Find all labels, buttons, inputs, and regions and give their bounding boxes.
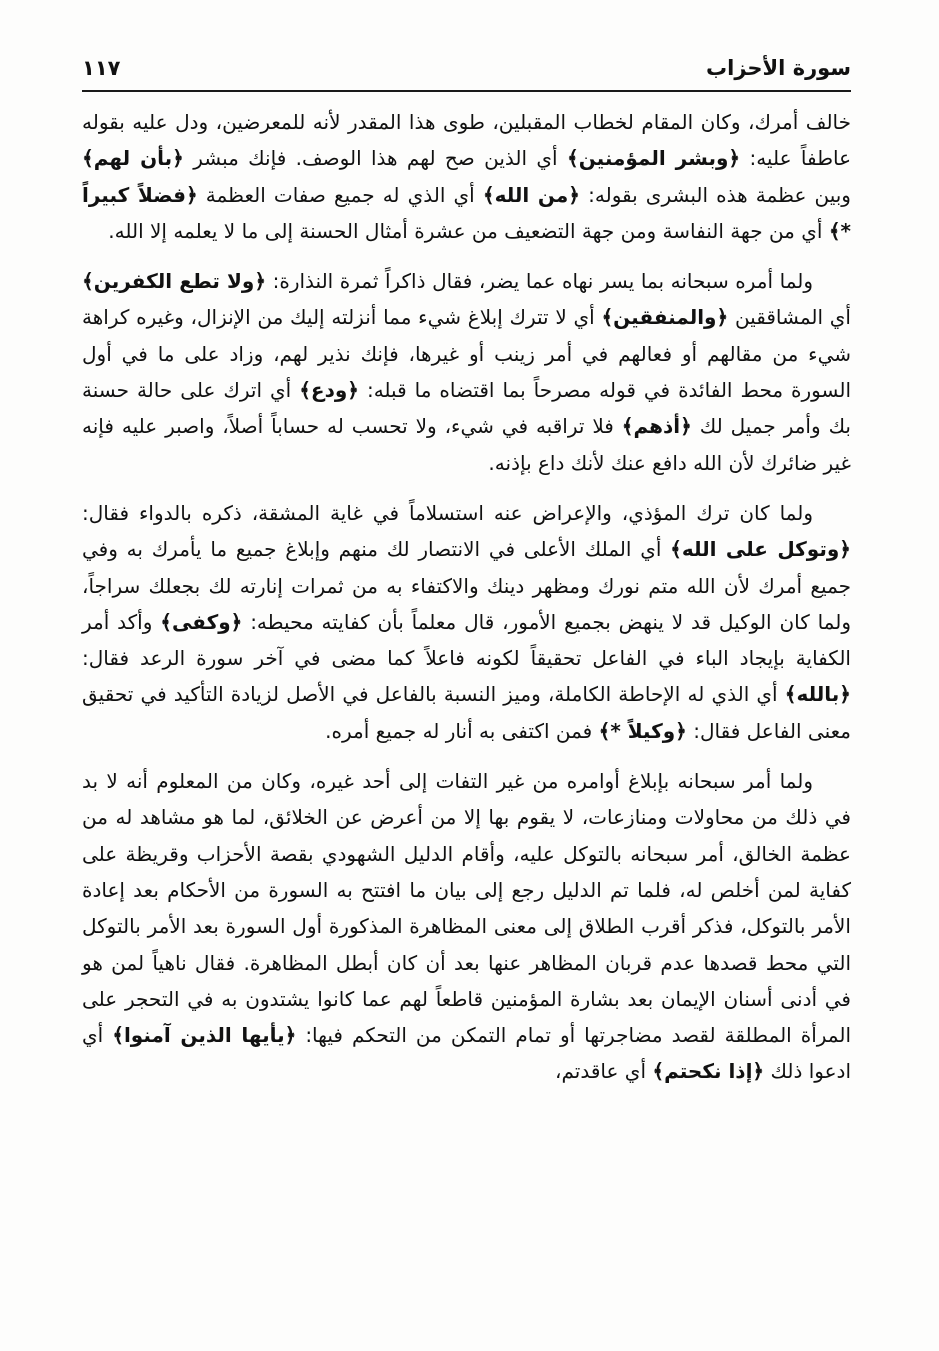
quran-quote: ﴿والمنفقين﴾ <box>601 305 729 330</box>
text-run: أي لا تترك إبلاغ شيء مما أنزلته إليك من الإنزال، وغيره كراهة شيء من مقالهم أو فعالهم في أمر زينب أو غيرها، فإنك نذير لهم، وزاد على ما في أول السورة محط الفائدة في قوله مصرحاً بما اقتضاه ما قبله: <box>82 305 851 403</box>
quran-quote: ﴿ولا تطع الكفرين﴾ <box>82 269 267 294</box>
surah-title: سورة الأحزاب <box>706 56 851 80</box>
quran-quote: ﴿وتوكل على الله﴾ <box>670 537 851 562</box>
text-run: خالف أمرك، وكان المقام لخطاب المقبلين، طوى هذا المقدر لأنه للمعرضين، ودل عليه بقوله عاطفاً عليه: <box>82 110 852 171</box>
quran-quote: ﴿إذا نكحتم﴾ <box>652 1059 765 1084</box>
text-run: أي ادعوا ذلك <box>82 1023 851 1084</box>
quran-quote: ﴿من الله﴾ <box>482 182 581 207</box>
paragraph <box>82 495 851 749</box>
quran-quote: ﴿أذهم﴾ <box>621 414 692 439</box>
quran-quote: ﴿بالله﴾ <box>784 682 851 707</box>
header-rule <box>82 90 851 92</box>
text-run: أي المشاققين <box>728 305 851 330</box>
text-run: أي من جهة النفاسة ومن جهة التضعيف من عشرة أمثال الحسنة إلى ما لا يعلمه إلا الله. <box>108 218 829 243</box>
quran-quote: ﴿بأن لهم﴾ <box>82 146 184 171</box>
text-run: ولما كان ترك المؤذي، والإعراض عنه استسلاماً في غاية المشقة، ذكره بالدواء فقال: <box>82 500 813 525</box>
paragraph <box>82 104 851 249</box>
quran-quote: ﴿ودع﴾ <box>299 378 359 403</box>
quran-quote: ﴿يأيها الذين آمنوا﴾ <box>112 1023 297 1048</box>
paragraph <box>82 763 851 1090</box>
quran-quote: ﴿فضلاً كبيراً *﴾ <box>82 182 851 243</box>
text-run: وأكد أمر الكفاية بإيجاد الباء في الفاعل تحقيقاً لكونه فاعلاً كما مضى في آخر سورة الرعد فقال: <box>82 609 851 671</box>
text-run: ولما أمره سبحانه بما يسر نهاه عما يضر، فقال ذاكراً ثمرة النذارة: <box>266 269 814 294</box>
text-run: فمن اكتفى به أنار له جميع أمره. <box>325 718 599 743</box>
text-run: أي اترك على حالة حسنة بك وأمر جميل لك <box>82 378 851 439</box>
paragraph <box>82 263 851 481</box>
running-head <box>82 52 851 92</box>
text-run: أي الذي له الإحاطة الكاملة، وميز النسبة بالفاعل في الأصل لزيادة التأكيد في تحقيق معنى الفاعل فقال: <box>82 682 851 743</box>
page-number: ١١٧ <box>82 56 121 80</box>
text-run: أي الذين صح لهم هذا الوصف. فإنك مبشر <box>183 146 567 171</box>
body-text <box>82 104 851 1090</box>
quran-quote: ﴿وبشر المؤمنين﴾ <box>566 146 741 171</box>
quran-quote: ﴿وكفى﴾ <box>160 609 243 634</box>
text-run: فلا تراقبه في شيء، ولا تحسب له حساباً أصلاً، واصبر عليه فإنه غير ضائرك لأن الله دافع عنك لأنك داع بإذنه. <box>82 414 851 475</box>
text-run: أي عاقدتم، <box>555 1059 653 1084</box>
quran-quote: ﴿وكيلاً *﴾ <box>598 718 687 743</box>
text-run: أي الملك الأعلى في الانتصار لك منهم وإبلاغ جميع ما يأمرك به وفي جميع أمرك لأن الله متم نورك ومظهر دينك والاكتفاء به من ثمرات إنارته لك بجعلك سراجاً، ولما كان الوكيل قد لا ينهض بجميع الأمور، قال معلماً بأن كفايته محيطه: <box>82 537 851 634</box>
text-run: ولما أمر سبحانه بإبلاغ أوامره من غير التفات إلى أحد غيره، وكان من المعلوم أنه لا بد في ذلك من محاولات ومنازعات، لا يقوم بها إلا من أعرض عن الخلائق، لما هو مشاهد له من عظمة الخالق، أمر سبحانه بالتوكل عليه، وأقام الدليل الشهودي بقصة الأحزاب وقريظة على كفاية لمن أخلص له، فلما تم الدليل رجع إلى بيان ما افتتح به السورة من الأحكام بعد إعادة الأمر بالتوكل، فذكر أقرب الطلاق إلى معنى المظاهرة المذكورة أول السورة بعد الأمر بالتوكل التي محط قصدها عدم قربان المظاهر عنها بعد أن كان أبطل المظاهرة. فقال ناهياً لمن هو في أدنى أسنان الإيمان بعد بشارة المؤمنين قاطعاً لهم عما كانوا يشتدون به في التحجر على المرأة المطلقة لقصد مضاجرتها أو تمام التمكن من التحكم فيها: <box>82 769 852 1048</box>
text-run: أي الذي له جميع صفات العظمة <box>197 182 483 207</box>
text-run: وبين عظمة هذه البشرى بقوله: <box>580 182 851 207</box>
